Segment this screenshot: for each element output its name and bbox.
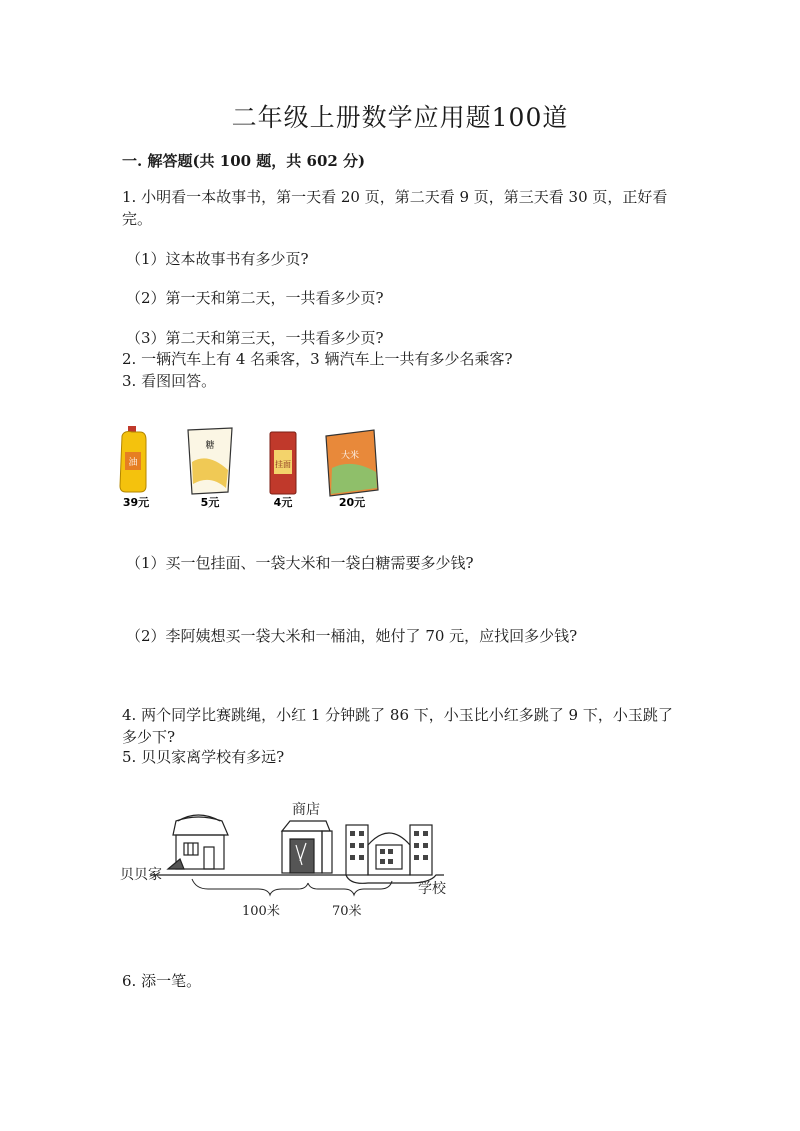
section-heading: 一. 解答题(共 100 题，共 602 分): [122, 152, 366, 170]
noodle-pack-icon: [270, 432, 296, 494]
shop-label: 商店: [292, 802, 320, 818]
question-1-sub-2: （2）第一天和第二天，一共看多少页?: [126, 289, 384, 307]
home-label: 贝贝家: [120, 867, 162, 883]
distance-70m-label: 70米: [332, 904, 362, 919]
question-3-sub-1: （1）买一包挂面、一袋大米和一袋白糖需要多少钱?: [126, 554, 474, 572]
rice-bag-icon: [326, 430, 378, 496]
question-2: 2. 一辆汽车上有 4 名乘客，3 辆汽车上一共有多少名乘客?: [122, 350, 513, 368]
question-1-sub-3: （3）第二天和第三天，一共看多少页?: [126, 329, 384, 347]
sugar-price: 5元: [200, 496, 220, 509]
question-3-sub-2: （2）李阿姨想买一袋大米和一桶油，她付了 70 元，应找回多少钱?: [126, 627, 578, 645]
question-6: 6. 添一笔。: [122, 972, 202, 990]
sugar-bag-icon: [188, 428, 232, 494]
rice-label: 大米: [340, 451, 360, 461]
distance-map-figure: [118, 795, 458, 925]
page-title: 二年级上册数学应用题100道: [231, 103, 569, 132]
oil-bottle-icon: [120, 426, 146, 492]
noodle-price: 4元: [273, 496, 293, 509]
oil-label: 油: [128, 458, 138, 468]
question-5: 5. 贝贝家离学校有多远?: [122, 748, 285, 766]
question-4: 4. 两个同学比赛跳绳，小红 1 分钟跳了 86 下，小玉比小红多跳了 9 下，小玉跳了多少下?: [122, 706, 673, 746]
bracket-100m: [192, 879, 308, 895]
noodle-label: 挂面: [275, 460, 291, 469]
rice-price: 20元: [338, 496, 366, 509]
distance-100m-label: 100米: [242, 904, 280, 919]
sugar-label: 糖: [205, 441, 215, 451]
goods-price-figure: [118, 422, 384, 512]
question-1: 1. 小明看一本故事书，第一天看 20 页，第二天看 9 页，第三天看 30 页，正好看完。: [122, 188, 668, 228]
school-label: 学校: [418, 881, 446, 897]
house-icon: [168, 815, 228, 869]
oil-price: 39元: [122, 496, 150, 509]
school-icon: [346, 825, 432, 875]
question-1-sub-1: （1）这本故事书有多少页?: [126, 250, 309, 268]
question-3: 3. 看图回答。: [122, 372, 217, 390]
shop-icon: [282, 821, 332, 873]
